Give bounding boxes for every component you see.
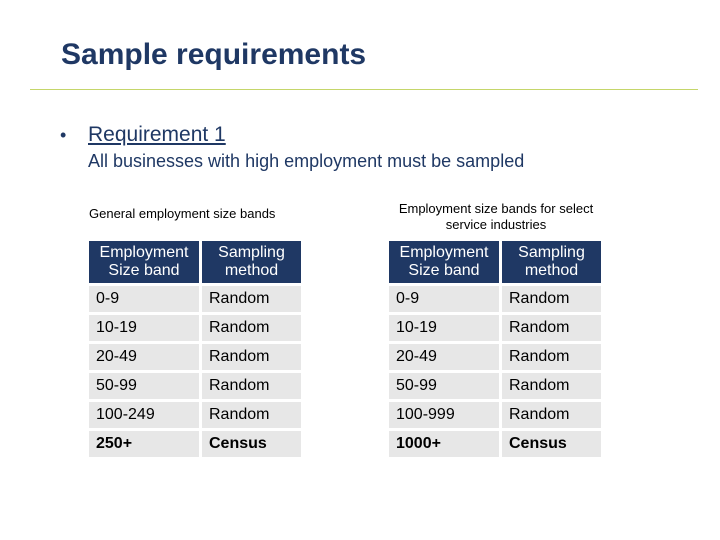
requirement-description: All businesses with high employment must be sampled bbox=[88, 151, 525, 171]
table-row bbox=[389, 344, 601, 370]
sampling-method-cell: Random bbox=[502, 344, 601, 370]
size-band-cell: 0-9 bbox=[389, 286, 499, 312]
sampling-method-cell: Random bbox=[502, 286, 601, 312]
size-band-cell: 250+ bbox=[89, 431, 199, 457]
sampling-method-cell: Census bbox=[502, 431, 601, 457]
sampling-method-cell: Random bbox=[502, 373, 601, 399]
table-row bbox=[89, 431, 301, 457]
column-header-sampling-method: Sampling method bbox=[202, 241, 301, 283]
size-band-cell: 50-99 bbox=[389, 373, 499, 399]
general-table-caption: General employment size bands bbox=[89, 206, 276, 221]
service-size-band-table bbox=[386, 238, 604, 460]
sampling-method-cell: Random bbox=[202, 373, 301, 399]
table-row bbox=[89, 344, 301, 370]
table-row bbox=[89, 402, 301, 428]
sampling-method-cell: Census bbox=[202, 431, 301, 457]
size-band-cell: 20-49 bbox=[389, 344, 499, 370]
table-row bbox=[89, 373, 301, 399]
general-size-band-table bbox=[86, 238, 304, 460]
size-band-cell: 100-999 bbox=[389, 402, 499, 428]
sampling-method-cell: Random bbox=[202, 344, 301, 370]
size-band-cell: 1000+ bbox=[389, 431, 499, 457]
sampling-method-cell: Random bbox=[202, 402, 301, 428]
requirement-item bbox=[60, 123, 226, 147]
requirement-title: Requirement 1 bbox=[88, 123, 226, 146]
column-header-size-band: Employment Size band bbox=[89, 241, 199, 283]
table-row bbox=[89, 286, 301, 312]
table-row bbox=[389, 286, 601, 312]
size-band-cell: 0-9 bbox=[89, 286, 199, 312]
column-header-sampling-method: Sampling method bbox=[502, 241, 601, 283]
table-row bbox=[389, 315, 601, 341]
size-band-cell: 10-19 bbox=[389, 315, 499, 341]
table-row bbox=[389, 373, 601, 399]
sampling-method-cell: Random bbox=[502, 315, 601, 341]
table-row bbox=[389, 431, 601, 457]
size-band-cell: 10-19 bbox=[89, 315, 199, 341]
table-header-row bbox=[389, 241, 601, 283]
size-band-cell: 20-49 bbox=[89, 344, 199, 370]
sampling-method-cell: Random bbox=[202, 315, 301, 341]
size-band-cell: 100-249 bbox=[89, 402, 199, 428]
table-row bbox=[389, 402, 601, 428]
table-row bbox=[89, 315, 301, 341]
column-header-size-band: Employment Size band bbox=[389, 241, 499, 283]
sampling-method-cell: Random bbox=[202, 286, 301, 312]
sampling-method-cell: Random bbox=[502, 402, 601, 428]
service-table-caption: Employment size bands for select service industries bbox=[398, 201, 594, 232]
size-band-cell: 50-99 bbox=[89, 373, 199, 399]
title-divider bbox=[30, 89, 698, 90]
page-title: Sample requirements bbox=[61, 38, 367, 71]
bullet-icon: • bbox=[60, 125, 67, 145]
table-header-row bbox=[89, 241, 301, 283]
